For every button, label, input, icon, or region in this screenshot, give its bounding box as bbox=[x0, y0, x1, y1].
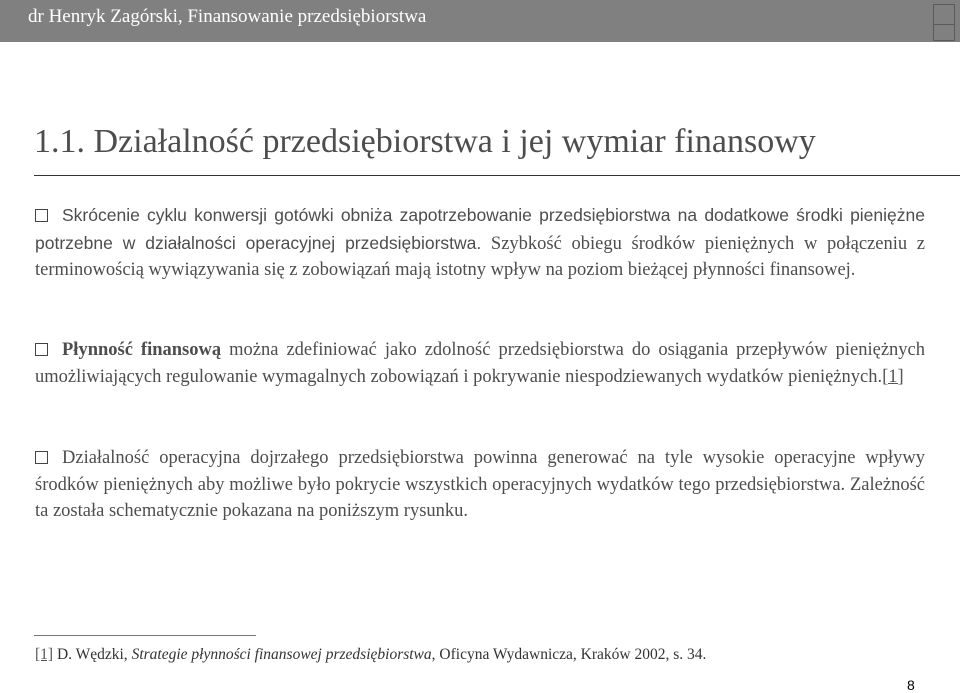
checkbox-bullet-icon bbox=[35, 451, 48, 464]
footnote-author: D. Wędzki, bbox=[56, 646, 128, 663]
paragraph-1-text2: Szybkość obiegu środków pieniężnych w połączeniu z terminowością wywiązywania się z zobowiązań mają istotny wpływ na poziom bieżącej płynności finansowej. bbox=[35, 233, 925, 280]
footnote-anchor-link[interactable]: [1] bbox=[35, 646, 54, 663]
paragraph-1 bbox=[35, 202, 925, 284]
paragraph-3 bbox=[35, 445, 925, 525]
footnote-reference-link[interactable]: [1] bbox=[882, 366, 904, 387]
header-decoration-box bbox=[933, 4, 955, 26]
slide-title: 1.1. Działalność przedsiębiorstwa i jej wymiar finansowy bbox=[34, 123, 816, 160]
header-title: dr Henryk Zagórski, Finansowanie przedsiębiorstwa bbox=[28, 6, 427, 27]
page-number: 8 bbox=[907, 677, 915, 693]
paragraph-1-text: Skrócenie cyklu konwersji gotówki obniża zapotrzebowanie przedsiębiorstwa na dodatkowe środki pieniężne potrzebne w działalności operacyjnej przedsiębiorstwa. bbox=[35, 205, 925, 253]
slide-header bbox=[0, 0, 960, 42]
paragraph-3-text: Działalność operacyjna dojrzałego przedsiębiorstwa powinna generować na tyle wysokie operacyjne wpływy środków pieniężnych aby możliwe było pokrycie wszystkich operacyjnych wydatków tego przedsiębiorstwa. Zależność ta została schematycznie pokazana na poniższym rysunku. bbox=[35, 448, 925, 521]
paragraph-2 bbox=[35, 337, 925, 390]
paragraph-2-text: można zdefiniować jako zdolność przedsiębiorstwa do osiągania przepływów pieniężnych umożliwiających regulowanie wymagalnych zobowiązań i pokrywanie niespodziewanych wydatków pieniężnych. bbox=[35, 340, 925, 387]
title-divider bbox=[34, 175, 960, 176]
header-decoration-box bbox=[933, 24, 955, 41]
paragraph-2-bold-lead: Płynność finansową bbox=[62, 340, 222, 360]
footnote bbox=[35, 646, 706, 664]
footnote-title: Strategie płynności finansowej przedsiębiorstwa bbox=[131, 646, 432, 663]
footnote-publisher: , Oficyna Wydawnicza, Kraków 2002, s. 34. bbox=[431, 646, 707, 663]
checkbox-bullet-icon bbox=[35, 343, 48, 356]
footnote-divider bbox=[34, 635, 256, 636]
checkbox-bullet-icon bbox=[35, 209, 48, 222]
